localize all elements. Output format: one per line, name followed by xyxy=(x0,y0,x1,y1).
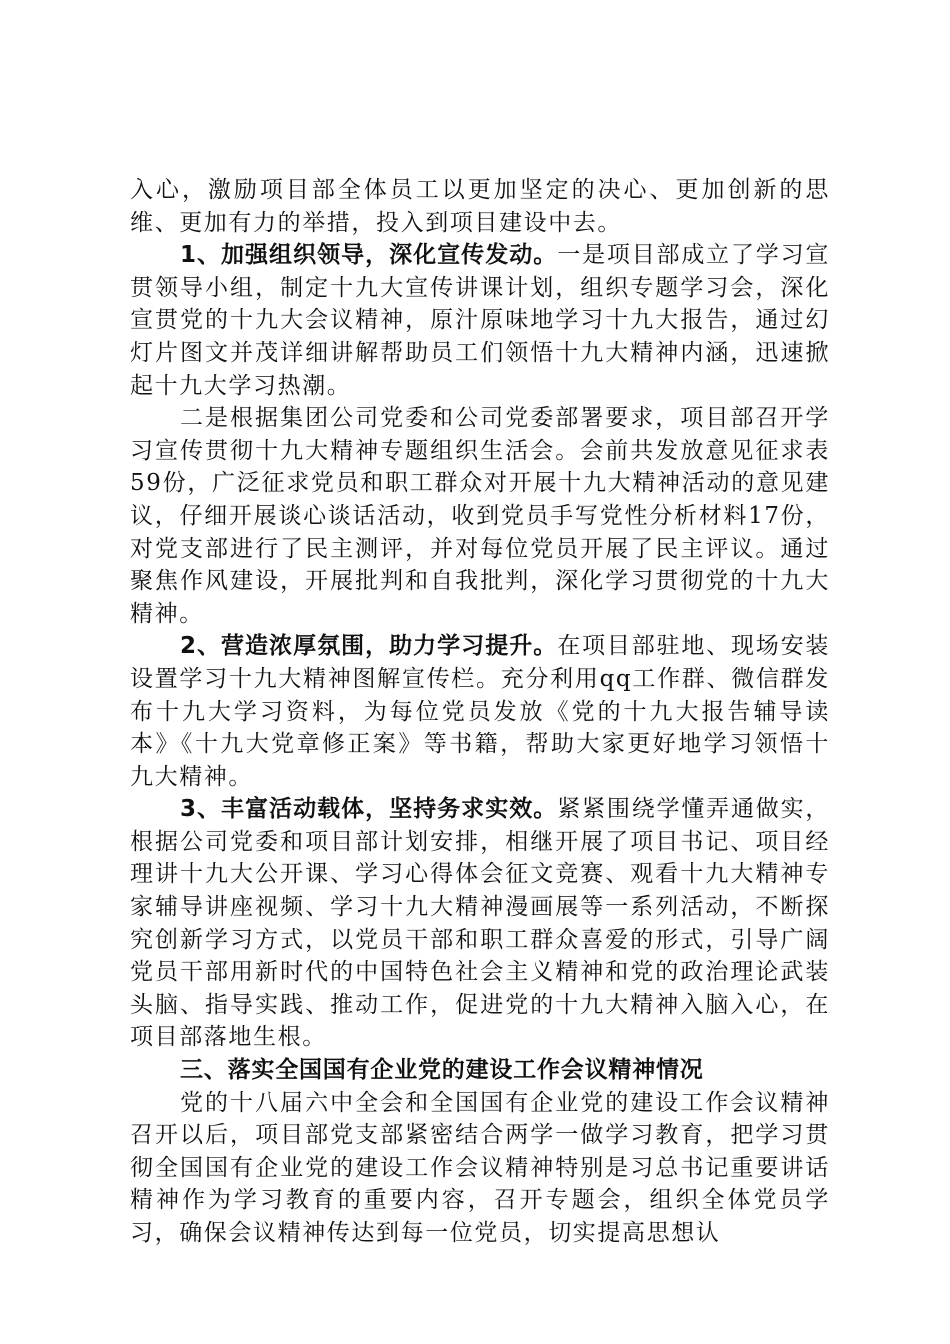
section-heading-3: 3、丰富活动载体，坚持务求实效。 xyxy=(180,796,558,823)
paragraph-text: 入心，激励项目部全体员工以更加坚定的决心、更加创新的思维、更加有力的举措，投入到项目建设中去。 xyxy=(130,177,830,236)
paragraph-text: 一是项目部成立了学习宣贯领导小组，制定十九大宣传讲课计划，组织专题学习会，深化宣贯党的十九大会议精神，原汁原味地学习十九大报告，通过幻灯片图文并茂详细讲解帮助员工们领悟十九大精神内涵，迅速掀起十九大学习热潮。 xyxy=(130,242,830,399)
section-heading-2: 2、营造浓厚氛围，助力学习提升。 xyxy=(180,633,558,660)
document-page xyxy=(130,174,830,1250)
paragraph-text: 党的十八届六中全会和全国国有企业党的建设工作会议精神召开以后，项目部党支部紧密结合两学一做学习教育，把学习贯彻全国国有企业党的建设工作会议精神特别是习总书记重要讲话精神作为学习教育的重要内容，召开专题会，组织全体党员学习，确保会议精神传达到每一位党员，切实提高思想认 xyxy=(130,1089,830,1246)
paragraph-chapter-3-body xyxy=(130,1087,830,1250)
paragraph-text: 紧紧围绕学懂弄通做实，根据公司党委和项目部计划安排，相继开展了项目书记、项目经理讲十九大公开课、学习心得体会征文竞赛、观看十九大精神专家辅导讲座视频、学习十九大精神漫画展等一系列活动，不断探究创新学习方式，以党员干部和职工群众喜爱的形式，引导广阔党员干部用新时代的中国特色社会主义精神和党的政治理论武装头脑、指导实践、推动工作，促进党的十九大精神入脑入心，在项目部落地生根。 xyxy=(130,796,830,1051)
section-heading-1: 1、加强组织领导，深化宣传发动。 xyxy=(180,242,558,269)
paragraph-text: 在项目部驻地、现场安装设置学习十九大精神图解宣传栏。充分利用qq工作群、微信群发布十九大学习资料，为每位党员发放《党的十九大报告辅导读本》《十九大党章修正案》等书籍，帮助大家更好地学习领悟十九大精神。 xyxy=(130,633,830,790)
paragraph-section-1 xyxy=(130,239,830,402)
paragraph-intro-continuation xyxy=(130,174,830,239)
paragraph-section-1-part-2 xyxy=(130,402,830,630)
paragraph-text: 二是根据集团公司党委和公司党委部署要求，项目部召开学习宣传贯彻十九大精神专题组织生活会。会前共发放意见征求表59份，广泛征求党员和职工群众对开展十九大精神活动的意见建议，仔细开展谈心谈话活动，收到党员手写党性分析材料17份，对党支部进行了民主测评，并对每位党员开展了民主评议。通过聚焦作风建设，开展批判和自我批判，深化学习贯彻党的十九大精神。 xyxy=(130,405,830,627)
paragraph-section-3 xyxy=(130,793,830,1054)
paragraph-section-2 xyxy=(130,630,830,793)
chapter-heading-3: 三、落实全国国有企业党的建设工作会议精神情况 xyxy=(180,1057,704,1084)
chapter-heading-paragraph xyxy=(130,1054,830,1087)
